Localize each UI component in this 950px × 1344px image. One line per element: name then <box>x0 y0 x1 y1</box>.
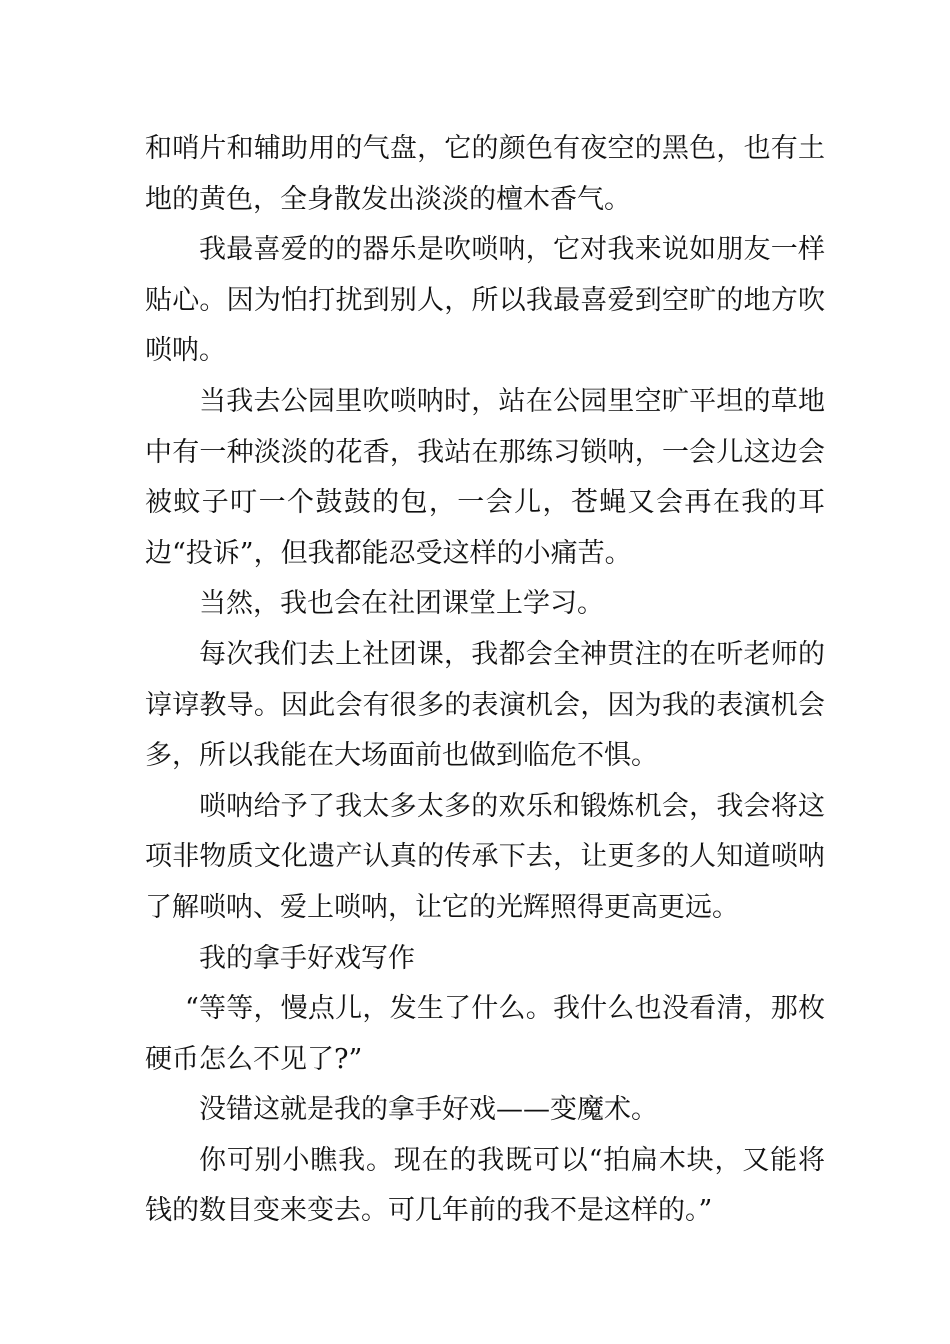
document-body <box>145 124 825 1237</box>
paragraph-6: 唢呐给予了我太多太多的欢乐和锻炼机会，我会将这项非物质文化遗产认真的传承下去，让更多的人知道唢呐了解唢呐、爱上唢呐，让它的光辉照得更高更远。 <box>145 790 825 923</box>
paragraph-2: 我最喜爱的的器乐是吹唢呐，它对我来说如朋友一样贴心。因为怕打扰到别人，所以我最喜爱到空旷的地方吹唢呐。 <box>145 234 825 367</box>
section-heading: 我的拿手好戏写作 <box>199 942 415 974</box>
paragraph-8: 没错这就是我的拿手好戏——变魔术。 <box>199 1094 658 1126</box>
paragraph-3: 当我去公园里吹唢呐时，站在公园里空旷平坦的草地中有一种淡淡的花香，我站在那练习锁呐，一会儿这边会被蚊子叮一个鼓鼓的包，一会儿，苍蝇又会再在我的耳边“投诉”，但我都能忍受这样的小痛苦。 <box>145 385 825 569</box>
paragraph-4: 当然，我也会在社团课堂上学习。 <box>199 588 604 620</box>
paragraph-9: 你可别小瞧我。现在的我既可以“拍扁木块，又能将钱的数目变来变去。可几年前的我不是这样的。” <box>145 1144 825 1227</box>
paragraph-1: 和哨片和辅助用的气盘，它的颜色有夜空的黑色，也有土地的黄色，全身散发出淡淡的檀木香气。 <box>145 133 825 215</box>
paragraph-7: “等等，慢点儿，发生了什么。我什么也没看清，那枚硬币怎么不见了?” <box>145 993 825 1075</box>
paragraph-5: 每次我们去上社团课，我都会全神贯注的在听老师的谆谆教导。因此会有很多的表演机会，因为我的表演机会多，所以我能在大场面前也做到临危不惧。 <box>145 638 825 772</box>
